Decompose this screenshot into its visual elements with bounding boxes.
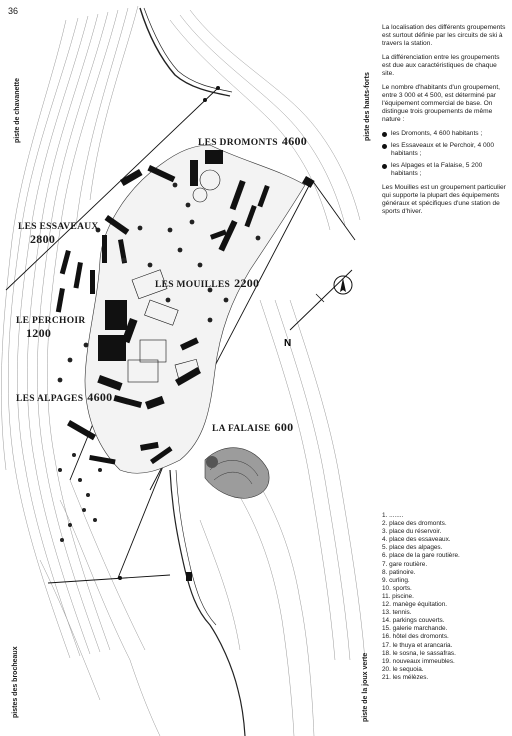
paragraph: Le nombre d'habitants d'un groupement, entre 3 000 et 4 500, est déterminé par l'équipement commercial de base. On distingue trois groupements de même nature : [382,84,500,123]
piste-joux-verte-label: piste de la joux verte [362,652,369,722]
legend-item: 13. tennis. [382,609,412,617]
legend-item: 8. patinoire. [382,568,416,576]
group-label-perchoir [16,316,86,341]
legend-item: 9. curling. [382,576,410,584]
legend-item: 3. place du réservoir. [382,528,442,536]
access-road-edge [176,470,216,625]
legend-item: 6. place de la gare routière. [382,552,460,560]
description-text [382,24,506,222]
group-label-alpages [16,390,112,405]
north-label: N [284,338,292,349]
legend-item: 2. place des dromonts. [382,520,447,528]
legend-item: 11. piscine. [382,592,414,600]
group-population: 4600 [281,134,308,148]
group-name: LES ALPAGES [16,394,84,404]
page-number: 36 [8,6,19,16]
paragraph: La localisation des différents groupements est surtout définie par les circuits de ski à travers la station. [382,24,506,47]
list-item: les Dromonts, 4 600 habitants ; [382,130,506,138]
group-label-dromonts [198,134,307,149]
legend-item: 1. ........ [382,512,404,519]
north-arrow [284,270,352,349]
paragraph: La différenciation entre les groupements est due aux caractéristiques de chaque site. [382,54,500,77]
group-population: 1200 [26,326,52,340]
legend-item: 16. hôtel des dromonts. [382,633,449,641]
access-road [170,470,245,736]
pistes-brocheaux-label: pistes des brocheaux [12,646,19,718]
legend-item: 15. galerie marchande. [382,625,448,633]
legend-item: 20. le sequoia. [382,665,424,673]
legend-item: 12. manège équitation. [382,601,448,609]
legend-item: 4. place des essaveaux. [382,536,451,544]
legend-item: 19. nouveaux immeubles. [382,657,455,665]
group-list [382,130,506,178]
legend-item: 7. gare routière. [382,560,428,568]
legend-item: 10. sports. [382,584,412,592]
group-name: LA FALAISE [212,424,271,434]
legend-item: 21. les mélèzes. [382,673,429,681]
group-population: 4600 [87,390,113,404]
group-label-mouilles [155,276,259,291]
legend-item: 5. place des alpages. [382,544,443,552]
legend-item: 17. le thuya et arancaria. [382,641,453,649]
legend-item: 18. le sosna, le sassafras. [382,649,456,657]
group-name: LES DROMONTS [198,138,278,148]
group-population: 2200 [234,276,260,290]
piste-chavanette-label: piste de chavanette [14,78,21,143]
list-item: les Alpages et la Falaise, 5 200 habitants ; [382,162,506,178]
piste-hauts-forts-label: piste des hauts-forts [364,72,371,141]
legend-item: 14. parkings couverts. [382,617,445,625]
list-item: les Essaveaux et le Perchoir, 4 000 habitants ; [382,142,506,158]
group-name: LES ESSAVEAUX [18,222,99,232]
group-population: 600 [274,420,294,434]
group-name: LE PERCHOIR [16,316,86,326]
group-label-falaise [212,420,293,435]
map-legend [382,512,508,682]
group-label-essaveaux [18,222,99,247]
la-falaise-complex [205,448,269,499]
group-population: 2800 [30,232,56,246]
group-name: LES MOUILLES [155,280,231,290]
paragraph: Les Mouilles est un groupement particulier qui supporte la plupart des équipements généraux et spécifiques d'une station de sports d'hiver. [382,184,506,215]
